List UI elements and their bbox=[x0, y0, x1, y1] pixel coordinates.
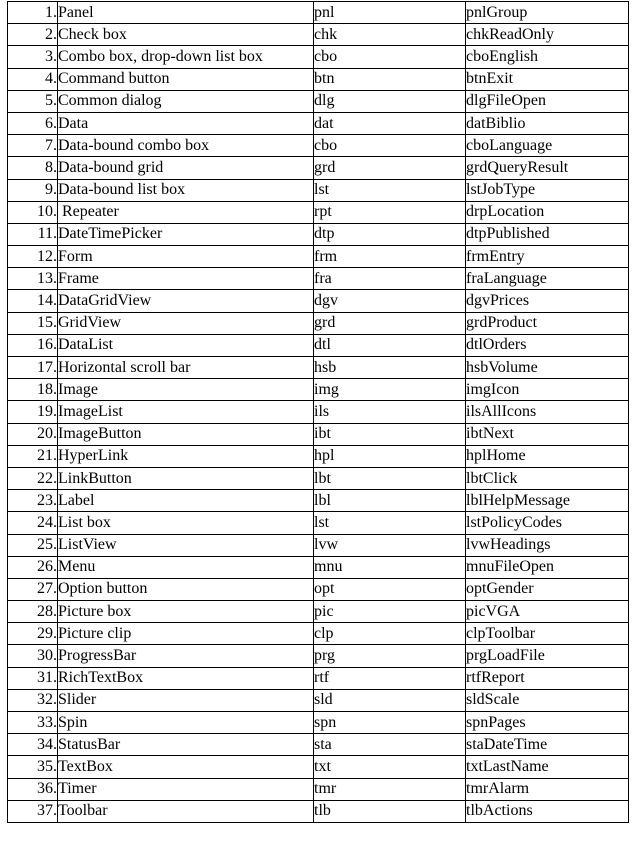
control-name-cell: Horizontal scroll bar bbox=[58, 357, 314, 379]
table-row bbox=[8, 800, 629, 822]
example-cell: staDateTime bbox=[466, 734, 629, 756]
example-cell: lvwHeadings bbox=[466, 534, 629, 556]
example-cell: dtpPublished bbox=[466, 223, 629, 245]
table-row bbox=[8, 623, 629, 645]
row-number-cell: 28. bbox=[8, 601, 58, 623]
prefix-cell: fra bbox=[314, 268, 466, 290]
prefix-cell: txt bbox=[314, 756, 466, 778]
example-cell: sldScale bbox=[466, 689, 629, 711]
row-number-cell: 5. bbox=[8, 90, 58, 112]
example-cell: cboEnglish bbox=[466, 46, 629, 68]
row-number-cell: 14. bbox=[8, 290, 58, 312]
prefix-cell: lst bbox=[314, 512, 466, 534]
row-number-cell: 19. bbox=[8, 401, 58, 423]
row-number-cell: 2. bbox=[8, 24, 58, 46]
control-name-cell: Label bbox=[58, 490, 314, 512]
row-number-cell: 36. bbox=[8, 778, 58, 800]
control-name-cell: HyperLink bbox=[58, 445, 314, 467]
control-name-cell: RichTextBox bbox=[58, 667, 314, 689]
prefix-cell: hsb bbox=[314, 357, 466, 379]
prefix-cell: cbo bbox=[314, 135, 466, 157]
row-number-cell: 13. bbox=[8, 268, 58, 290]
control-name-cell: Picture box bbox=[58, 601, 314, 623]
prefix-cell: mnu bbox=[314, 556, 466, 578]
table-row bbox=[8, 268, 629, 290]
row-number-cell: 11. bbox=[8, 223, 58, 245]
row-number-cell: 16. bbox=[8, 334, 58, 356]
prefix-cell: img bbox=[314, 379, 466, 401]
table-row bbox=[8, 246, 629, 268]
example-cell: prgLoadFile bbox=[466, 645, 629, 667]
control-name-cell: LinkButton bbox=[58, 467, 314, 489]
control-name-cell: Common dialog bbox=[58, 90, 314, 112]
control-name-cell: ProgressBar bbox=[58, 645, 314, 667]
control-name-cell: Image bbox=[58, 379, 314, 401]
table-row bbox=[8, 490, 629, 512]
prefix-cell: prg bbox=[314, 645, 466, 667]
row-number-cell: 21. bbox=[8, 445, 58, 467]
control-name-cell: Data bbox=[58, 112, 314, 134]
example-cell: hsbVolume bbox=[466, 357, 629, 379]
table-row bbox=[8, 667, 629, 689]
prefix-cell: grd bbox=[314, 157, 466, 179]
prefix-cell: cbo bbox=[314, 46, 466, 68]
table-body bbox=[8, 2, 629, 823]
example-cell: dlgFileOpen bbox=[466, 90, 629, 112]
example-cell: mnuFileOpen bbox=[466, 556, 629, 578]
control-name-cell: DataGridView bbox=[58, 290, 314, 312]
example-cell: ilsAllIcons bbox=[466, 401, 629, 423]
prefix-cell: dlg bbox=[314, 90, 466, 112]
example-cell: lbtClick bbox=[466, 467, 629, 489]
control-name-cell: Form bbox=[58, 246, 314, 268]
example-cell: imgIcon bbox=[466, 379, 629, 401]
table-row bbox=[8, 556, 629, 578]
example-cell: lstJobType bbox=[466, 179, 629, 201]
row-number-cell: 6. bbox=[8, 112, 58, 134]
control-name-cell: Option button bbox=[58, 578, 314, 600]
table-row bbox=[8, 312, 629, 334]
table-row bbox=[8, 778, 629, 800]
prefix-cell: sld bbox=[314, 689, 466, 711]
prefix-cell: lvw bbox=[314, 534, 466, 556]
table-row bbox=[8, 112, 629, 134]
table-row bbox=[8, 645, 629, 667]
prefix-cell: frm bbox=[314, 246, 466, 268]
example-cell: btnExit bbox=[466, 68, 629, 90]
example-cell: cboLanguage bbox=[466, 135, 629, 157]
prefix-cell: dtp bbox=[314, 223, 466, 245]
table-row bbox=[8, 357, 629, 379]
control-name-cell: ImageList bbox=[58, 401, 314, 423]
control-name-cell: Combo box, drop-down list box bbox=[58, 46, 314, 68]
control-name-cell: Frame bbox=[58, 268, 314, 290]
example-cell: optGender bbox=[466, 578, 629, 600]
row-number-cell: 27. bbox=[8, 578, 58, 600]
prefix-cell: tmr bbox=[314, 778, 466, 800]
control-name-cell: Timer bbox=[58, 778, 314, 800]
control-name-cell: List box bbox=[58, 512, 314, 534]
control-name-cell: Panel bbox=[58, 2, 314, 24]
example-cell: lblHelpMessage bbox=[466, 490, 629, 512]
example-cell: hplHome bbox=[466, 445, 629, 467]
example-cell: picVGA bbox=[466, 601, 629, 623]
table-row bbox=[8, 334, 629, 356]
row-number-cell: 1. bbox=[8, 2, 58, 24]
prefix-cell: dtl bbox=[314, 334, 466, 356]
table-row bbox=[8, 68, 629, 90]
control-name-cell: Command button bbox=[58, 68, 314, 90]
prefix-cell: spn bbox=[314, 712, 466, 734]
table-row bbox=[8, 379, 629, 401]
row-number-cell: 23. bbox=[8, 490, 58, 512]
table-row bbox=[8, 2, 629, 24]
prefix-cell: rpt bbox=[314, 201, 466, 223]
control-name-cell: DateTimePicker bbox=[58, 223, 314, 245]
row-number-cell: 32. bbox=[8, 689, 58, 711]
prefix-cell: ibt bbox=[314, 423, 466, 445]
prefix-cell: lbt bbox=[314, 467, 466, 489]
example-cell: grdQueryResult bbox=[466, 157, 629, 179]
row-number-cell: 9. bbox=[8, 179, 58, 201]
control-name-cell: Slider bbox=[58, 689, 314, 711]
control-name-cell: ListView bbox=[58, 534, 314, 556]
table-row bbox=[8, 46, 629, 68]
prefix-cell: chk bbox=[314, 24, 466, 46]
example-cell: drpLocation bbox=[466, 201, 629, 223]
table-row bbox=[8, 467, 629, 489]
row-number-cell: 29. bbox=[8, 623, 58, 645]
table-row bbox=[8, 223, 629, 245]
table-row bbox=[8, 445, 629, 467]
control-name-cell: TextBox bbox=[58, 756, 314, 778]
row-number-cell: 10. bbox=[8, 201, 58, 223]
table-row bbox=[8, 512, 629, 534]
row-number-cell: 31. bbox=[8, 667, 58, 689]
prefix-cell: clp bbox=[314, 623, 466, 645]
example-cell: clpToolbar bbox=[466, 623, 629, 645]
row-number-cell: 12. bbox=[8, 246, 58, 268]
prefix-cell: lst bbox=[314, 179, 466, 201]
table-row bbox=[8, 423, 629, 445]
table-row bbox=[8, 157, 629, 179]
table-row bbox=[8, 24, 629, 46]
table-row bbox=[8, 290, 629, 312]
table-row bbox=[8, 90, 629, 112]
row-number-cell: 24. bbox=[8, 512, 58, 534]
row-number-cell: 26. bbox=[8, 556, 58, 578]
example-cell: pnlGroup bbox=[466, 2, 629, 24]
row-number-cell: 20. bbox=[8, 423, 58, 445]
row-number-cell: 4. bbox=[8, 68, 58, 90]
control-name-cell: Picture clip bbox=[58, 623, 314, 645]
table-row bbox=[8, 534, 629, 556]
table-row bbox=[8, 712, 629, 734]
row-number-cell: 22. bbox=[8, 467, 58, 489]
row-number-cell: 3. bbox=[8, 46, 58, 68]
prefix-cell: dat bbox=[314, 112, 466, 134]
prefix-cell: lbl bbox=[314, 490, 466, 512]
row-number-cell: 33. bbox=[8, 712, 58, 734]
control-name-cell: ImageButton bbox=[58, 423, 314, 445]
prefix-cell: opt bbox=[314, 578, 466, 600]
example-cell: fraLanguage bbox=[466, 268, 629, 290]
example-cell: tlbActions bbox=[466, 800, 629, 822]
control-name-cell: Data-bound combo box bbox=[58, 135, 314, 157]
control-name-cell: Toolbar bbox=[58, 800, 314, 822]
prefix-cell: grd bbox=[314, 312, 466, 334]
table-row bbox=[8, 689, 629, 711]
control-name-cell: Data-bound grid bbox=[58, 157, 314, 179]
control-name-cell: StatusBar bbox=[58, 734, 314, 756]
prefix-cell: pic bbox=[314, 601, 466, 623]
example-cell: dtlOrders bbox=[466, 334, 629, 356]
table-row bbox=[8, 135, 629, 157]
example-cell: grdProduct bbox=[466, 312, 629, 334]
table-row bbox=[8, 201, 629, 223]
row-number-cell: 25. bbox=[8, 534, 58, 556]
row-number-cell: 17. bbox=[8, 357, 58, 379]
example-cell: lstPolicyCodes bbox=[466, 512, 629, 534]
row-number-cell: 18. bbox=[8, 379, 58, 401]
prefix-cell: rtf bbox=[314, 667, 466, 689]
table-row bbox=[8, 401, 629, 423]
control-name-cell: GridView bbox=[58, 312, 314, 334]
row-number-cell: 15. bbox=[8, 312, 58, 334]
control-name-cell: Data-bound list box bbox=[58, 179, 314, 201]
table-row bbox=[8, 756, 629, 778]
prefix-cell: btn bbox=[314, 68, 466, 90]
prefix-cell: dgv bbox=[314, 290, 466, 312]
control-name-cell: Check box bbox=[58, 24, 314, 46]
row-number-cell: 8. bbox=[8, 157, 58, 179]
prefix-cell: ils bbox=[314, 401, 466, 423]
row-number-cell: 35. bbox=[8, 756, 58, 778]
example-cell: datBiblio bbox=[466, 112, 629, 134]
example-cell: dgvPrices bbox=[466, 290, 629, 312]
example-cell: ibtNext bbox=[466, 423, 629, 445]
example-cell: spnPages bbox=[466, 712, 629, 734]
prefix-cell: sta bbox=[314, 734, 466, 756]
control-name-cell: DataList bbox=[58, 334, 314, 356]
table-row bbox=[8, 179, 629, 201]
row-number-cell: 7. bbox=[8, 135, 58, 157]
table-row bbox=[8, 601, 629, 623]
row-number-cell: 37. bbox=[8, 800, 58, 822]
table-row bbox=[8, 578, 629, 600]
prefix-cell: pnl bbox=[314, 2, 466, 24]
control-name-cell: Menu bbox=[58, 556, 314, 578]
naming-conventions-table bbox=[7, 1, 629, 823]
example-cell: txtLastName bbox=[466, 756, 629, 778]
table-row bbox=[8, 734, 629, 756]
example-cell: chkReadOnly bbox=[466, 24, 629, 46]
control-name-cell: Spin bbox=[58, 712, 314, 734]
control-name-cell: Repeater bbox=[58, 201, 314, 223]
example-cell: tmrAlarm bbox=[466, 778, 629, 800]
row-number-cell: 34. bbox=[8, 734, 58, 756]
example-cell: rtfReport bbox=[466, 667, 629, 689]
prefix-cell: hpl bbox=[314, 445, 466, 467]
row-number-cell: 30. bbox=[8, 645, 58, 667]
example-cell: frmEntry bbox=[466, 246, 629, 268]
prefix-cell: tlb bbox=[314, 800, 466, 822]
